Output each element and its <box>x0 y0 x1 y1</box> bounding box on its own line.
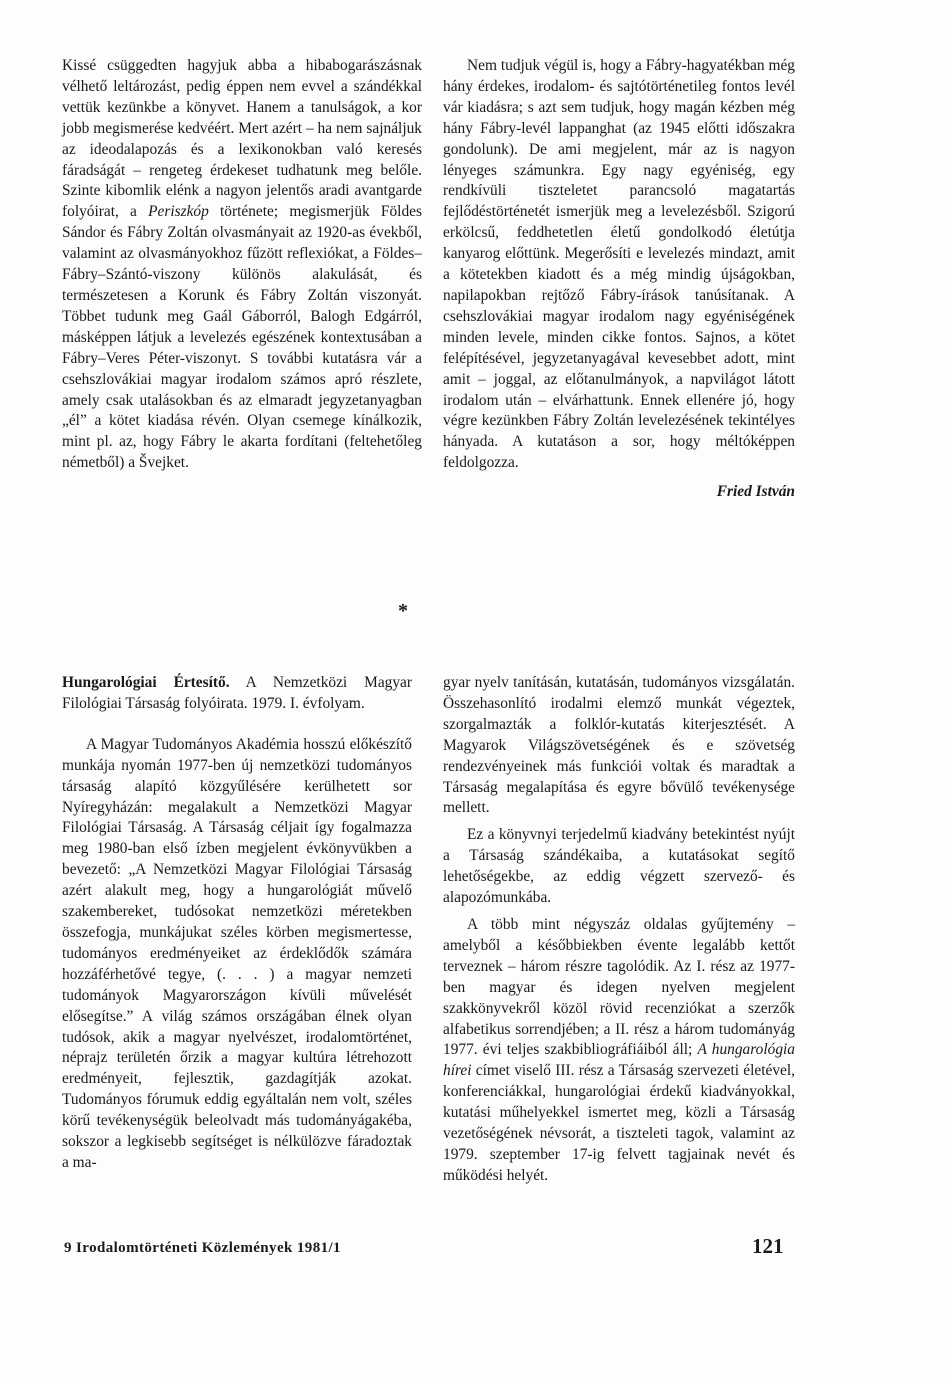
paragraph-text-continued: címet viselő III. rész a Társaság szervezeti életével, konferenciákkal, hungarológiai érdekű kiadványokkal, kutatási műhelyekkel ismertet meg, közli a Társaság vezetőségének névsorát, a tiszteleti tagok, valamint az 1979. szeptember 17-ig felvett tagjainak nevét és működési helyét. <box>443 1062 795 1184</box>
reviewed-title-details: A Nemzetközi Magyar Filológiai Társaság folyóirata. 1979. I. évfolyam. <box>62 674 412 712</box>
section-separator: * <box>398 600 408 622</box>
journal-footer: 9 Irodalomtörténeti Közlemények 1981/1 <box>64 1240 341 1256</box>
reviewed-title: Hungarológiai Értesítő. <box>62 674 230 691</box>
review-paragraph <box>62 56 422 474</box>
article-column-bottom-left <box>62 673 412 1174</box>
paragraph-text: Kissé csüggedten hagyjuk abba a hibabogarászásnak vélhető leltározást, pedig éppen nem evvel a szándékkal vettük kezünkbe a könyvet. Hanem a tanulságok, a kor jobb megismerése kedvéért. Mert azért – ha nem sajnáljuk az ideodalapozás és a lexikonokban való keresés fáradságát – rengeteg érdekeset tudhatunk meg belőle. Szinte kibomlik elénk a nagyon jelentős aradi avantgarde folyóirat, a <box>62 57 422 221</box>
paragraph-text: A több mint négyszáz oldalas gyűjtemény – amelyből a későbbiekben évente legalább kettőt terveznek – három részre tagolódik. Az I. rész az 1977-ben magyar és idegen nyelven megjelent szakkönyvekről közöl rövid recenziókat a szerzők alfabetikus sorrendjében; a II. rész a három tudományág 1977. évi teljes szakbibliográfiáiból áll; <box>443 915 795 1059</box>
periodical-title: Periszkóp <box>148 203 209 221</box>
article-column-bottom-right <box>443 673 795 1187</box>
review-paragraph: A Magyar Tudományos Akadémia hosszú előkészítő munkája nyomán 1977-ben új nemzetközi tudományos társaság alapító közgyűlésére kerülhetett sor Nyíregyházán: megalakult a Nemzetközi Magyar Filológiai Társaság. A Társaság céljait így fogalmazza meg 1980-ban első ízben megjelent évkönyvükben a bevezető: „A Nemzetközi Magyar Filológiai Társaság azért alakult meg, hogy a hungarológiát művelő szakembereket, tudósokat nemzetközi méretekben összefogja, munkájukat széles körben megismertesse, tudományos eredményeiket az érdeklődők számára hozzáférhetővé tegye, (. . . ) a magyar nemzeti tudományok Magyarországon kívüli művelését elősegítse.” A világ számos országában élnek olyan tudósok, akik a magyar nyelvészet, irodalomtörténet, néprajz területén őrzik a magyar kultúra létrehozott eredményeit, fejlesztik, gazdagítják azokat. Tudományos fórumuk eddig egyáltalán nem volt, széles körű tevékenységük beleolvadt más tudományágakéba, sokszor a legkisebb segítséget is nélkülözve fáradoztak a ma- <box>62 735 412 1171</box>
author-signature: Fried István <box>716 483 795 501</box>
paragraph-text-continued: története; megismerjük Földes Sándor és Fábry Zoltán olvasmányait az 1920-as évekből, valamint az olvasmányokhoz fűzött reflexiókat, a Földes–Fábry–Szántó-viszony különös alakulását, és természetesen a Korunk és Fábry Zoltán viszonyát. Többet tudunk meg Gaál Gáborról, Balogh Edgárról, másképpen látjuk a levelezés egészének kontextusában a Fábry–Veres Péter-viszonyt. S további kutatásra vár a csehszlovákiai magyar irodalom számos apró részlete, amely csak utalásokban és az elmaradt jegyzetanyagban „él” a kötet kiadása révén. Olyan csemege kínálkozik, mint pl. az, hogy Fábry le akarta fordítani (feltehetőleg németből) a Švejket. <box>62 203 422 472</box>
review-paragraph: Ez a könyvnyi terjedelmű kiadvány betekintést nyújt a Társaság szándékaiba, a kutatásokat segítő lehetőségekbe, az eddig végzett szervező- és alapozómunkába. <box>443 826 795 907</box>
review-paragraph <box>443 915 795 1187</box>
section-title: A hungarológia hírei <box>443 1041 795 1080</box>
review-heading <box>62 673 412 715</box>
review-paragraph: Nem tudjuk végül is, hogy a Fábry-hagyatékban még hány érdekes, irodalom- és sajtótörténetileg fontos levél vár kiadásra; s azt sem tudjuk, hogy magán kézben még hány Fábry-levél lappanghat (az 1945 előtti időszakra gondolunk). De ami megjelent, már az is nagyon lényeges számunkra. Egy nagy egyéniség, egy rendkívüli tiszteletet parancsoló magatartás fejlődéstörténetét ismerjük meg a levelezésből. Szigorú erkölcsű, feddhetetlen életű gondolkodó életútja kanyarog előttünk. Megerősíti e levelezés mindazt, amit a kötetekben kiadott és a még mindig újságokban, napilapokban rejtőző Fábry-írások tanúsítanak. A csehszlovákiai magyar irodalom nagy egyéniségének minden levele, minden cikke fontos. Sajnos, a kötet felépítésével, jegyzetanyagával kevesebbet adott, mint amit – joggal, az előtanulmányok, a napvilágot látott irodalom után – elvárhattunk. Ennek ellenére jó, hogy végre kezünkben Fábry Zoltán levelezésének tekintélyes hányada. A kutatáson a sor, hogy méltóképpen feldolgozza. <box>443 57 795 472</box>
article-column-top-left <box>62 56 422 474</box>
review-paragraph: gyar nyelv tanításán, kutatásán, tudományos vizsgálatán. Összehasonlító irodalmi elemző munkát végeztek, szorgalmazták a folklór-kutatás kiterjesztését. A Magyarok Világszövetségének és e szövetség rendezvényeinek más funkciói voltak és maradtak a Társaság megalapítása és egyre bővülő tevékenysége mellett. <box>443 674 795 817</box>
article-column-top-right <box>443 56 795 503</box>
page-number: 121 <box>752 1234 784 1258</box>
